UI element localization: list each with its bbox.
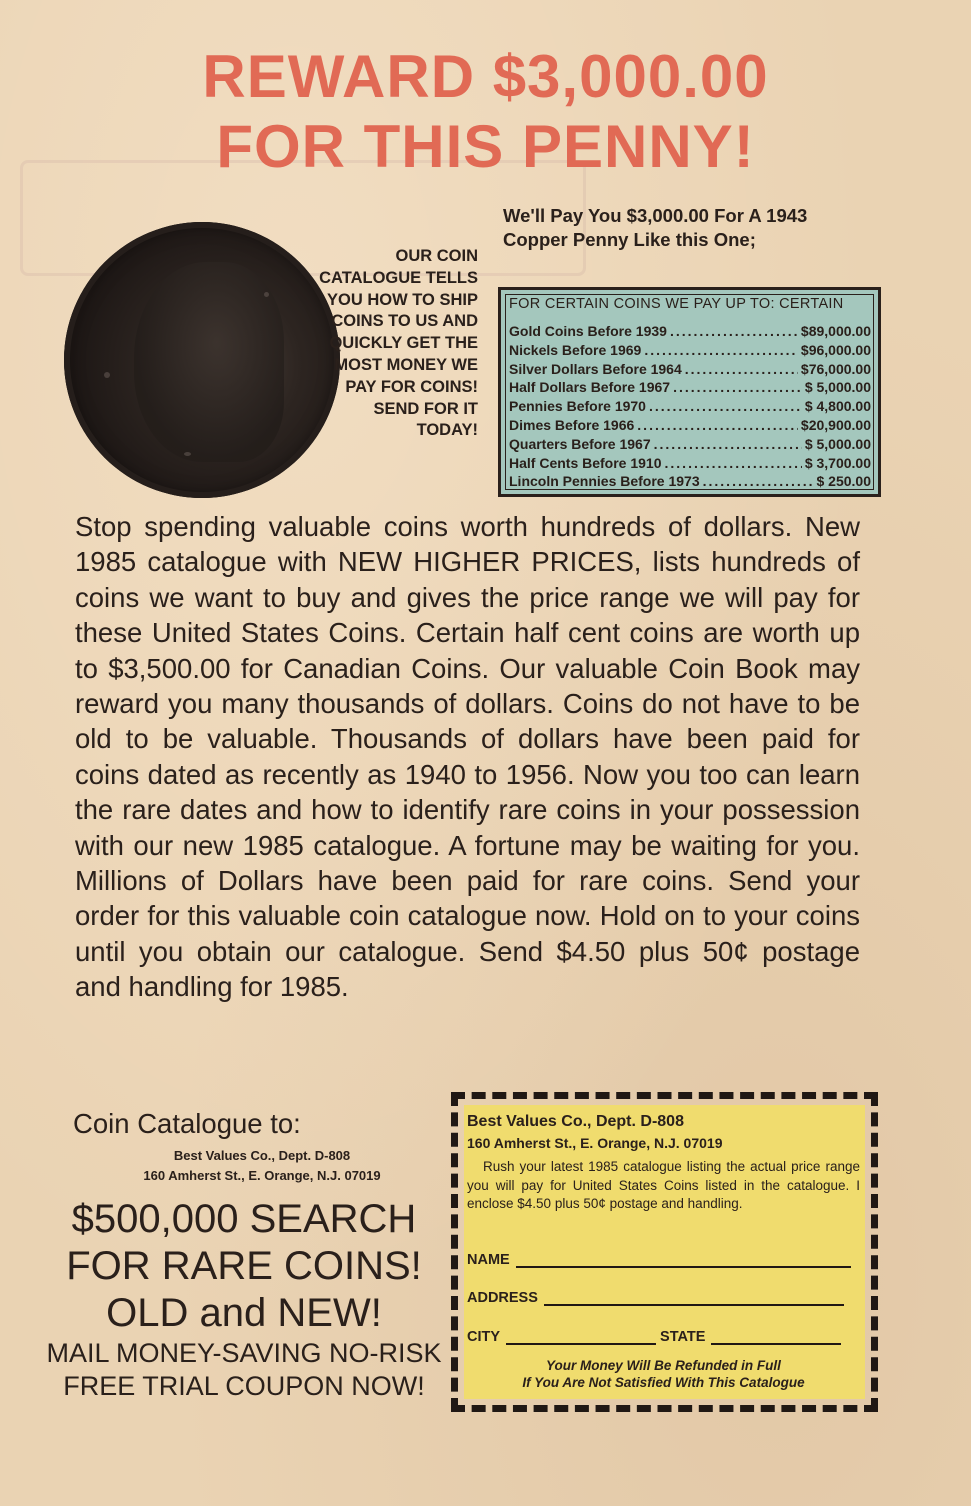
price-row-leader	[670, 322, 798, 341]
headline-line2: FOR THIS PENNY!	[216, 113, 755, 180]
price-row-coin: Quarters Before 1967	[509, 435, 651, 452]
price-table-heading: FOR CERTAIN COINS WE PAY UP TO: CERTAIN	[509, 296, 844, 312]
coin-speck	[104, 372, 110, 378]
state-input-line[interactable]	[711, 1329, 841, 1345]
order-to-label: Coin Catalogue to:	[73, 1108, 301, 1139]
penny-image	[64, 222, 340, 498]
price-row-coin: Silver Dollars Before 1964	[509, 360, 682, 377]
body-paragraph: Stop spending valuable coins worth hundreds of dollars. New 1985 catalogue with NEW HIGHER PRICES, lists hundreds of coins we want to buy and gives the price range we will pay for these United States Coins. Certain half cent coins are worth up to $3,500.00 for Canadian Coins. Our valuable Coin Book may reward you many thousands of dollars. Coins do not have to be old to be valuable. Thousands of dollars have been paid for coins dated as recently as 1940 to 1956. Now you too can learn the rare dates and how to identify rare coins in your possession with our new 1985 catalogue. A fortune may be waiting for you. Millions of Dollars have been paid for rare coins. Send your order for this valuable coin catalogue now. Hold on to your coins until you obtain our catalogue. Send $4.50 plus 50¢ postage and handling for 1985.	[75, 511, 860, 1003]
pay-offer-text: We'll Pay You $3,000.00 For A 1943 Copper Penny Like this One;	[503, 205, 808, 250]
refund-line2: If You Are Not Satisfied With This Catalogue	[522, 1375, 805, 1390]
price-table-rows	[509, 322, 871, 491]
coupon-address: 160 Amherst St., E. Orange, N.J. 07019	[467, 1135, 723, 1151]
name-label: NAME	[467, 1252, 510, 1268]
address-field[interactable]	[467, 1290, 844, 1306]
price-row-coin: Dimes Before 1966	[509, 416, 635, 433]
price-row-value: $ 250.00	[816, 473, 871, 490]
price-row	[509, 341, 871, 360]
price-row-leader	[637, 416, 798, 435]
price-row-value: $76,000.00	[800, 360, 871, 377]
price-row	[509, 360, 871, 379]
price-table	[498, 287, 881, 497]
price-row-coin: Gold Coins Before 1939	[509, 323, 667, 339]
price-row-value: $96,000.00	[800, 341, 871, 358]
price-row-coin: Lincoln Pennies Before 1973	[509, 473, 700, 490]
search-line4: MAIL MONEY-SAVING NO-RISK	[46, 1338, 442, 1368]
name-field[interactable]	[467, 1252, 851, 1268]
price-row-leader	[654, 435, 802, 454]
price-row-value: $ 3,700.00	[804, 454, 871, 471]
city-input-line[interactable]	[506, 1329, 656, 1345]
coupon-title: Best Values Co., Dept. D-808	[467, 1113, 684, 1130]
address-line2: 160 Amherst St., E. Orange, N.J. 07019	[143, 1168, 381, 1183]
address-input-line[interactable]	[544, 1290, 844, 1306]
price-row-coin: Half Cents Before 1910	[509, 454, 662, 471]
headline-line1: REWARD $3,000.00	[202, 43, 769, 110]
price-row-value: $20,900.00	[800, 416, 871, 433]
price-row	[509, 322, 871, 341]
search-block	[40, 1196, 448, 1403]
coin-caption: OUR COIN CATALOGUE TELLS YOU HOW TO SHIP COINS TO US AND QUICKLY GET THE MOST MONEY WE PAY FOR COINS! SEND FOR IT TODAY!	[319, 247, 478, 440]
price-row-leader	[673, 378, 802, 397]
price-row-leader	[644, 341, 798, 360]
price-row-value: $ 5,000.00	[804, 379, 871, 396]
price-row	[509, 472, 871, 491]
coupon-body: Rush your latest 1985 catalogue listing the actual price range you will pay for United States Coins listed in the catalogue. I enclose $4.50 plus 50¢ postage and handling.	[467, 1159, 860, 1211]
search-line3: OLD and NEW!	[106, 1291, 382, 1335]
name-input-line[interactable]	[516, 1252, 851, 1268]
price-row-leader	[685, 360, 798, 379]
coin-speck	[264, 292, 269, 297]
refund-line1: Your Money Will Be Refunded in Full	[546, 1358, 781, 1373]
price-row	[509, 378, 871, 397]
price-row	[509, 454, 871, 473]
price-row-coin: Pennies Before 1970	[509, 398, 646, 415]
price-row-leader	[665, 454, 802, 473]
price-row-leader	[703, 472, 814, 491]
price-row-value: $89,000.00	[800, 323, 871, 339]
price-row-leader	[649, 397, 802, 416]
address-line1: Best Values Co., Dept. D-808	[173, 1148, 351, 1163]
search-line1: $500,000 SEARCH	[71, 1197, 417, 1241]
price-row-coin: Nickels Before 1969	[509, 341, 642, 358]
search-line5: FREE TRIAL COUPON NOW!	[63, 1371, 425, 1401]
city-label: CITY	[467, 1329, 501, 1345]
search-line2: FOR RARE COINS!	[66, 1244, 422, 1288]
price-row-value: $ 4,800.00	[804, 398, 871, 415]
price-row	[509, 397, 871, 416]
address-label: ADDRESS	[467, 1290, 538, 1306]
coin-speck	[184, 452, 191, 456]
city-state-field[interactable]	[467, 1329, 841, 1345]
state-label: STATE	[660, 1329, 706, 1345]
price-row-value: $ 5,000.00	[804, 435, 871, 452]
body-copy	[75, 509, 860, 1005]
price-row	[509, 435, 871, 454]
refund-note	[467, 1357, 860, 1391]
price-row-coin: Half Dollars Before 1967	[509, 379, 671, 396]
price-row	[509, 416, 871, 435]
lincoln-profile	[134, 262, 284, 462]
